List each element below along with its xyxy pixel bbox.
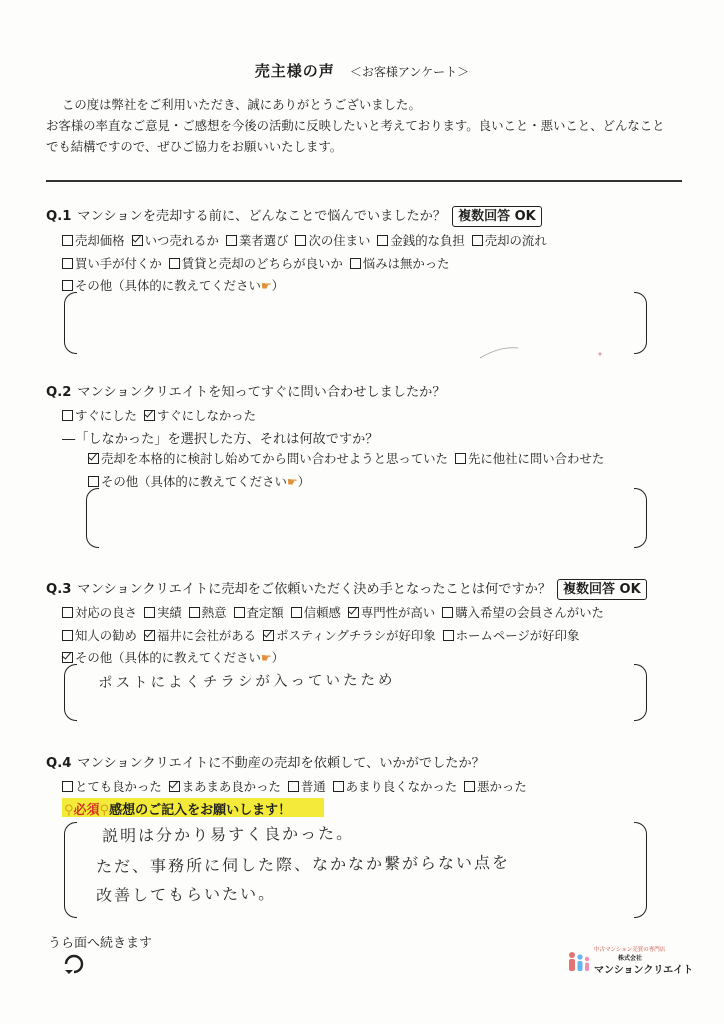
required-text: 感想のご記入をお願いします！ [109, 803, 292, 818]
q3-multiple-answer-badge: 複数回答 OK [557, 579, 647, 600]
q1-text: マンションを売却する前に、どんなことで悩んでいましたか？ [77, 209, 447, 224]
survey-header [0, 60, 724, 81]
q3-options-row-1 [62, 603, 611, 621]
checkbox[interactable] [169, 258, 180, 269]
q4-answer-line-1[interactable]: 説明は分かり易すく良かった。 [101, 823, 355, 846]
checkbox[interactable] [62, 630, 73, 641]
q1-option[interactable]: いつ売れるか [132, 231, 219, 249]
checkbox[interactable] [62, 235, 73, 246]
checkbox[interactable] [295, 235, 306, 246]
checkbox[interactable] [333, 781, 344, 792]
q4-number: Q.4 [46, 756, 72, 771]
q2-reason[interactable]: 売却を本格的に検討し始めてから問い合わせようと思っていた [88, 449, 448, 467]
checkbox-checked[interactable] [144, 630, 155, 641]
pointing-hand-icon: ☛ [286, 475, 298, 489]
q3-answer-bracket-left [64, 664, 77, 721]
q3-question [46, 578, 647, 600]
q1-options-row-1 [62, 231, 554, 249]
family-logo-icon [566, 949, 592, 975]
required-notice [64, 799, 291, 818]
company-logo [566, 945, 694, 977]
q1-answer-bracket-left [64, 292, 77, 354]
q4-question [46, 752, 485, 771]
q1-number: Q.1 [46, 209, 72, 224]
lightbulb-icon: ⚲ [64, 803, 74, 818]
header-divider [46, 180, 682, 182]
turn-page-icon [63, 953, 85, 975]
logo-company-type: 株式会社 [618, 955, 643, 962]
q3-option[interactable]: 購入希望の会員さんがいた [442, 603, 604, 621]
q3-option[interactable]: 福井に会社がある [144, 626, 256, 644]
checkbox-checked[interactable] [62, 652, 73, 663]
checkbox[interactable] [144, 607, 155, 618]
checkbox[interactable] [226, 235, 237, 246]
intro-line-2: お客様の率直なご意見・ご感想を今後の活動に反映したいと考えております。良いこと・悪いこと、どんなこと [46, 118, 665, 133]
q3-option[interactable]: 熱意 [189, 603, 227, 621]
q2-options [62, 406, 263, 424]
q3-options-row-2 [62, 626, 586, 644]
intro-line-1: この度は弊社をご利用いただき、誠にありがとうございました。 [62, 97, 421, 112]
q3-option[interactable]: 実績 [144, 603, 182, 621]
q3-option[interactable]: ポスティングチラシが好印象 [263, 626, 436, 644]
q2-text: マンションクリエイトを知ってすぐに問い合わせしましたか？ [77, 385, 446, 400]
q1-question [46, 205, 542, 227]
q2-number: Q.2 [46, 385, 72, 400]
pointing-hand-icon: ☛ [260, 651, 272, 665]
checkbox[interactable] [350, 258, 361, 269]
q3-option[interactable]: 信頼感 [291, 603, 341, 621]
checkbox[interactable] [443, 630, 454, 641]
checkbox[interactable] [234, 607, 245, 618]
q2-answer-bracket-right [634, 488, 647, 548]
checkbox[interactable] [88, 476, 99, 487]
checkbox[interactable] [291, 607, 302, 618]
stray-marks [470, 318, 610, 363]
checkbox-checked[interactable] [132, 235, 143, 246]
q1-option[interactable]: 買い手が付くか [62, 254, 162, 272]
q3-option[interactable]: 査定額 [234, 603, 284, 621]
checkbox[interactable] [62, 258, 73, 269]
q1-answer-bracket-right [634, 292, 647, 354]
q2-question [46, 381, 446, 400]
q4-answer-line-2[interactable]: ただ、事務所に伺した際、なかなか繋がらない点を [95, 852, 511, 877]
q4-text: マンションクリエイトに不動産の売却を依頼して、いかがでしたか？ [77, 756, 485, 771]
q3-option[interactable]: 専門性が高い [348, 603, 435, 621]
checkbox[interactable] [464, 781, 475, 792]
checkbox[interactable] [472, 235, 483, 246]
checkbox[interactable] [288, 781, 299, 792]
q1-option[interactable]: 賃貸と売却のどちらが良いか [169, 254, 343, 272]
q4-option[interactable]: 悪かった [464, 777, 527, 795]
checkbox[interactable] [62, 410, 73, 421]
checkbox-checked[interactable] [88, 453, 99, 464]
q3-handwritten-answer[interactable]: ポストによくチラシが入っていたため [97, 672, 396, 692]
checkbox[interactable] [442, 607, 453, 618]
q3-option[interactable]: ホームページが好印象 [443, 626, 580, 644]
q1-option[interactable]: 売却の流れ [472, 231, 547, 249]
q1-option[interactable]: 金銭的な負担 [377, 231, 464, 249]
checkbox[interactable] [455, 453, 466, 464]
q1-multiple-answer-badge: 複数回答 OK [452, 206, 542, 227]
q4-option[interactable]: あまり良くなかった [333, 777, 458, 795]
q2-reasons [88, 449, 611, 467]
q1-options-row-2 [62, 254, 457, 272]
q2-option[interactable]: すぐにした [62, 406, 137, 424]
q4-options [62, 777, 534, 795]
checkbox[interactable] [62, 781, 73, 792]
intro-line-3: でも結構ですので、ぜひご協力をお願いいたします。 [46, 139, 343, 154]
q2-option[interactable]: すぐにしなかった [144, 406, 256, 424]
q3-option[interactable]: 対応の良さ [62, 603, 137, 621]
q4-option[interactable]: まあまあ良かった [169, 777, 281, 795]
q1-option[interactable]: 業者選び [226, 231, 289, 249]
q3-other-option[interactable]: その他（具体的に教えてください☛） [62, 648, 284, 666]
pointing-hand-icon: ☛ [260, 279, 272, 293]
q3-answer-bracket-right [634, 664, 647, 721]
checkbox-checked[interactable] [348, 607, 359, 618]
q3-text: マンションクリエイトに売却をご依頼いただく決め手となったことは何ですか？ [77, 582, 552, 597]
q3-number: Q.3 [46, 582, 72, 597]
q4-option[interactable]: 普通 [288, 777, 326, 795]
q4-option[interactable]: とても良かった [62, 777, 162, 795]
checkbox-checked[interactable] [263, 630, 274, 641]
q2-reason[interactable]: 先に他社に問い合わせた [455, 449, 604, 467]
q1-other-option[interactable]: その他（具体的に教えてください☛） [62, 276, 284, 294]
checkbox[interactable] [189, 607, 200, 618]
page-title: 売主様の声 [254, 62, 335, 80]
required-badge: 必須 [73, 803, 100, 818]
q2-other-option[interactable]: その他（具体的に教えてください☛） [88, 472, 310, 490]
q4-answer-line-3[interactable]: 改善してもらいたい。 [95, 884, 277, 905]
continue-note: うら面へ続きます [48, 936, 153, 951]
checkbox-checked[interactable] [169, 781, 180, 792]
q1-option[interactable]: 悩みは無かった [350, 254, 450, 272]
q2-followup-question: ―「しなかった」を選択した方、それは何故ですか？ [62, 432, 379, 447]
checkbox[interactable] [62, 607, 73, 618]
q4-answer-bracket-left [64, 822, 77, 918]
checkbox-checked[interactable] [144, 410, 155, 421]
checkbox[interactable] [62, 280, 73, 291]
q3-option[interactable]: 知人の勧め [62, 626, 137, 644]
lightbulb-icon: ⚲ [99, 803, 110, 818]
q1-option[interactable]: 次の住まい [295, 231, 370, 249]
q1-option[interactable]: 売却価格 [62, 231, 125, 249]
page-subtitle: ＜お客様アンケート＞ [349, 65, 470, 79]
logo-company-name: マンションクリエイト [594, 965, 694, 976]
logo-tagline: 中古マンション売買の専門店 [594, 947, 666, 953]
checkbox[interactable] [377, 235, 388, 246]
q2-answer-bracket-left [86, 488, 99, 548]
q4-answer-bracket-right [634, 822, 647, 918]
